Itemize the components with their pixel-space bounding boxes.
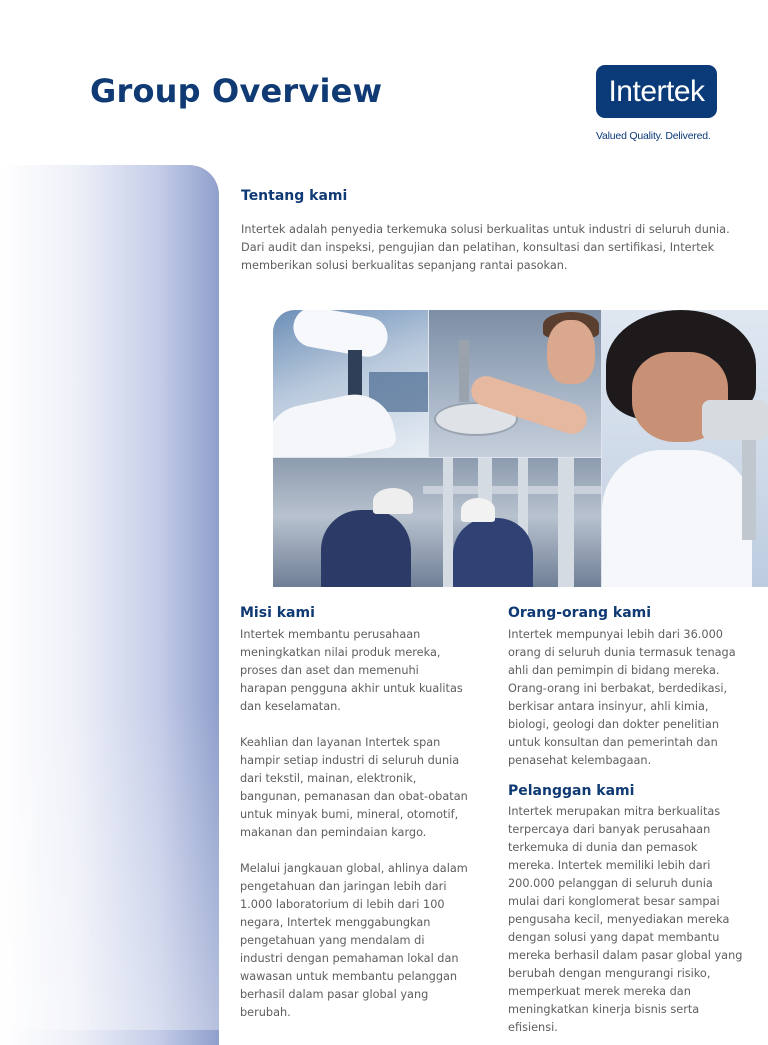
page-title: Group Overview (90, 72, 383, 110)
mission-paragraph-3: Melalui jangkauan global, ahlinya dalam pengetahuan dan jaringan lebih dari 1.000 laboratorium di lebih dari 100 negara, Intertek menggabungkan pengetahuan yang mendalam di industri dengan pemahaman lokal dan wawasan untuk membantu pelanggan berhasil dalam pasar global yang berubah. (240, 862, 468, 1019)
technician-photo (429, 310, 601, 457)
helmet-shape (373, 488, 413, 514)
helmet-shape (461, 498, 495, 522)
worker-shape (453, 518, 533, 587)
lab-electronics-photo (273, 310, 428, 457)
microscope-shape (702, 400, 768, 440)
instrument-shape (459, 340, 469, 402)
microscope-arm-shape (742, 430, 756, 540)
about-heading: Tentang kami (241, 188, 348, 204)
people-heading: Orang-orang kami (508, 605, 652, 621)
about-line-1: Intertek adalah penyedia terkemuka solusi berkualitas untuk industri di seluruh dunia. (241, 223, 730, 236)
about-text (241, 221, 731, 275)
mission-text (240, 626, 468, 1022)
intertek-logo: Intertek (596, 65, 717, 118)
worker-shape (321, 510, 411, 587)
about-line-2: Dari audit dan inspeksi, pengujian dan pelatihan, konsultasi dan sertifikasi, Intertek memberikan solusi berkualitas sepanjang rantai pasokan. (241, 241, 715, 272)
mission-paragraph-1: Intertek membantu perusahaan meningkatkan nilai produk mereka, proses dan aset dan memenuhi harapan pengguna akhir untuk kualitas dan keselamatan. (240, 628, 463, 713)
industrial-workers-photo (273, 458, 601, 587)
mission-paragraph-2: Keahlian dan layanan Intertek span hampir setiap industri di seluruh dunia dari tekstil, mainan, elektronik, bangunan, pemanasan dan obat-obatan untuk minyak bumi, mineral, otomotif, makanan dan pemindaian kargo. (240, 736, 468, 839)
customers-text (508, 803, 743, 1037)
pipe-shape (558, 458, 574, 587)
photo-collage (273, 310, 768, 587)
customers-heading: Pelanggan kami (508, 783, 635, 799)
lab-coat-shape (602, 450, 752, 587)
scientist-microscope-photo (602, 310, 768, 587)
side-panel-fade (0, 700, 219, 1030)
people-paragraph: Intertek mempunyai lebih dari 36.000 orang di seluruh dunia termasuk tenaga ahli dan pemimpin di bidang mereka. Orang-orang ini berbakat, berdedikasi, berkisar antara insinyur, ahli kimia, biologi, geologi dan dokter penelitian untuk konsultan dan pemerintah dan penasehat kelembagaan. (508, 628, 736, 767)
pipe-shape (443, 458, 453, 587)
gloved-hand-shape (290, 310, 391, 360)
people-text (508, 626, 743, 770)
customers-paragraph: Intertek merupakan mitra berkualitas terpercaya dari banyak perusahaan terkemuka di dunia dan pemasok mereka. Intertek memiliki lebih dari 200.000 pelanggan di seluruh dunia mulai dari konglomerat besar sampai pengusaha kecil, menyediakan mereka dengan solusi yang dapat membantu mereka berhasil dalam pasar global yang berubah dengan mengurangi risiko, memperkuat merek mereka dan meningkatkan kinerja bisnis serta efisiensi. (508, 805, 743, 1034)
logo-tagline: Valued Quality. Delivered. (596, 130, 711, 142)
face-shape (547, 320, 595, 384)
mission-heading: Misi kami (240, 605, 315, 621)
